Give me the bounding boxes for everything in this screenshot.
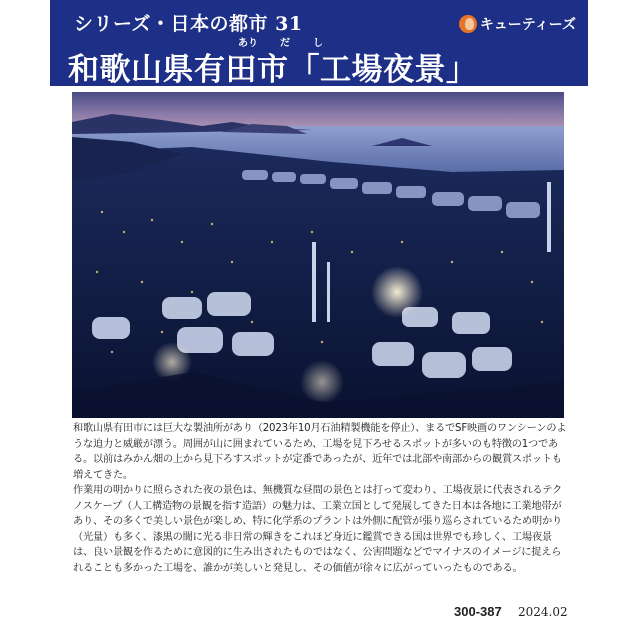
brand bbox=[459, 14, 576, 34]
paragraph: 作業用の明かりに照らされた夜の景色は、無機質な昼間の景色とは打って変わり、工場夜景に代表されるテクノスケープ（人工構造物の景観を指す造語）の魅力は、工業立国として発展してきた日本は各地に工業地帯があり、その多くで美しい景色が楽しめ、特に化学系のプラントは外側に配管が張り巡らされているため明かり（光量）も多く、漆黒の闇に光る非日常の輝きをこれほど身近に鑑賞できる国は世界でも珍しく、工場夜景は、良い景観を作るために意図的に生み出されたものではなく、公害問題などでマイナスのイメージに捉えられることも多かった工場を、誰かが美しいと発見し、その価値が徐々に広がっていったものである。 bbox=[73, 485, 562, 574]
ruby-da: だ bbox=[280, 38, 290, 49]
issue-date: 2024.02 bbox=[518, 605, 568, 619]
brand-name: キューティーズ bbox=[479, 17, 576, 33]
paragraph: 和歌山県有田市には巨大な製油所があり（2023年10月石油精製機能を停止）、まるでSF映画のワンシーンのような迫力と威厳が漂う。周囲が山に囲まれているため、工場を見下ろせるスポットが多いのも特徴の1つである。以前はみかん畑の上から見下ろすスポットが定番であったが、近年では北部や南部からの観賞スポットも増えてきた。 bbox=[73, 423, 567, 481]
night-factory-photo bbox=[72, 92, 564, 418]
ruby-shi: し bbox=[313, 38, 323, 49]
night-factory-illustration bbox=[72, 92, 564, 418]
page-title: 和歌山県有田市「工場夜景」 bbox=[68, 52, 478, 88]
header-banner bbox=[50, 0, 588, 86]
article-body bbox=[73, 421, 567, 576]
series-label: シリーズ・日本の都市 31 bbox=[74, 13, 303, 35]
product-code: 300-387 bbox=[454, 604, 502, 619]
girl-face-icon bbox=[459, 15, 477, 33]
ruby-ari: あり bbox=[238, 38, 258, 49]
